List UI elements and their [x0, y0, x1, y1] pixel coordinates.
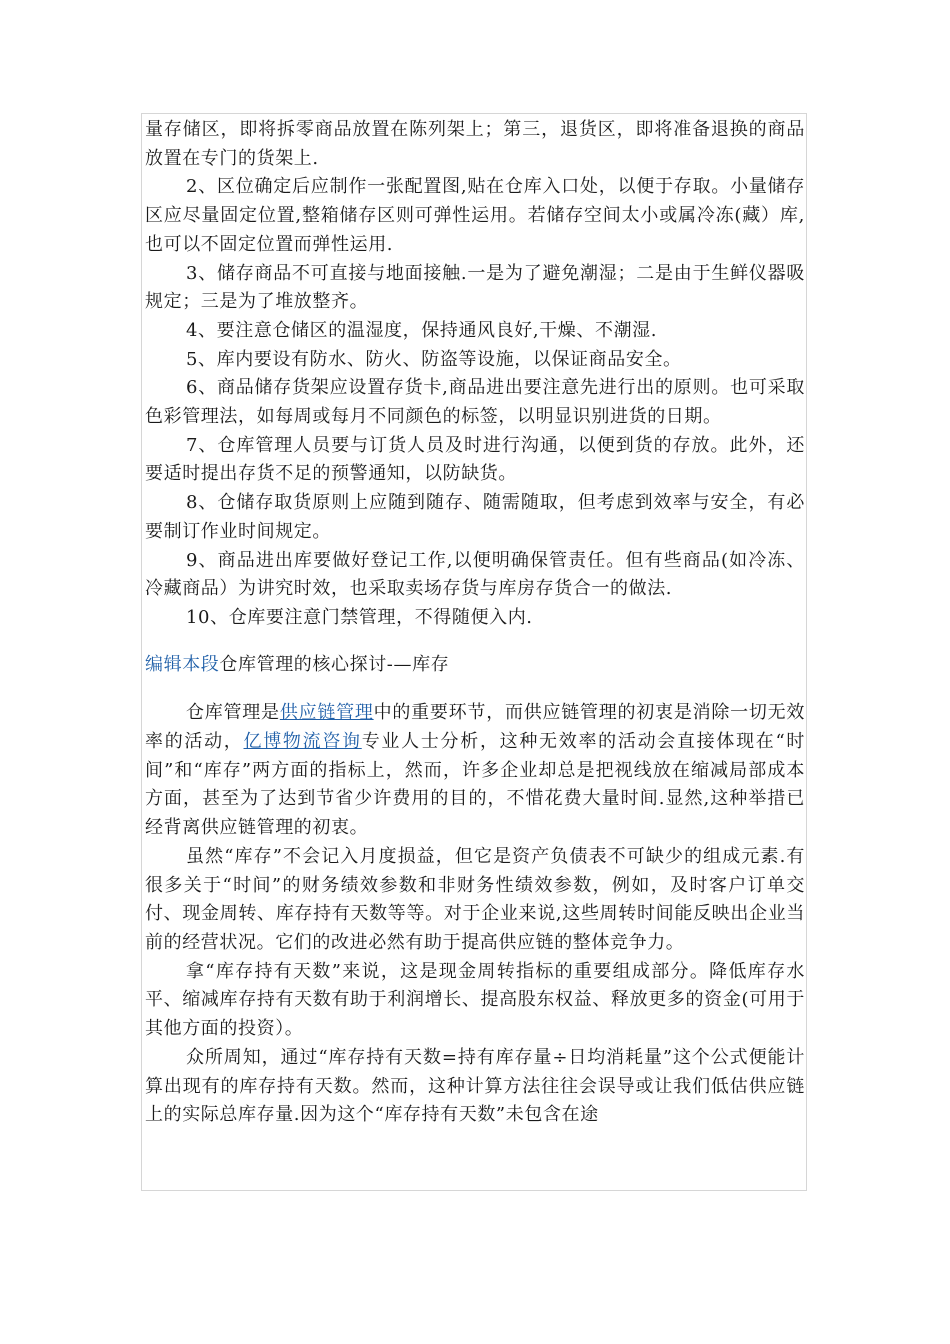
spacer — [145, 679, 805, 699]
section-title: 仓库管理的核心探讨-—库存 — [219, 653, 450, 675]
paragraph-inventory-balance: 虽然“库存”不会记入月度损益，但它是资产负债表不可缺少的组成元素.有很多关于“时间”的财务绩效参数和非财务性绩效参数，例如，及时客户订单交付、现金周转、库存持有天数等等。对于企业来说,这些周转时间能反映出企业当前的经营状况。它们的改进必然有助于提高供应链的整体竞争力。 — [145, 845, 805, 953]
supply-chain-link[interactable]: 供应链管理 — [279, 702, 374, 724]
paragraph-item-4: 4、要注意仓储区的温湿度，保持通风良好,干燥、不潮湿. — [186, 319, 658, 341]
paragraph-item-10: 10、仓库要注意门禁管理，不得随便入内. — [186, 606, 533, 628]
section-heading — [145, 651, 805, 680]
edit-section-link[interactable]: 编辑本段 — [145, 653, 220, 675]
paragraph-inventory-days: 拿“库存持有天数”来说，这是现金周转指标的重要组成部分。降低库存水平、缩减库存持有天数有助于利润增长、提高股东权益、释放更多的资金(可用于其他方面的投资）。 — [145, 960, 805, 1040]
paragraph-item-5: 5、库内要设有防水、防火、防盗等设施，以保证商品安全。 — [186, 348, 682, 370]
paragraph-text: 仓库管理是 — [186, 702, 280, 724]
document-frame — [141, 113, 807, 1191]
paragraph-formula: 众所周知，通过“库存持有天数=持有库存量÷日均消耗量”这个公式便能计算出现有的库存持有天数。然而，这种计算方法往往会误导或让我们低估供应链上的实际总库存量.因为这个“库存持有天数”未包含在途 — [145, 1046, 805, 1126]
spacer — [145, 633, 805, 651]
paragraph-item-3: 3、储存商品不可直接与地面接触.一是为了避免潮湿；二是由于生鲜仪器吸规定；三是为了堆放整齐。 — [145, 262, 805, 313]
paragraph-item-9: 9、商品进出库要做好登记工作,以便明确保管责任。但有些商品(如冷冻、冷藏商品）为讲究时效，也采取卖场存货与库房存货合一的做法. — [145, 549, 805, 600]
paragraph-item-8: 8、仓储存取货原则上应随到随存、随需随取，但考虑到效率与安全，有必要制订作业时间规定。 — [145, 492, 805, 542]
paragraph-text: 中的重要环节，而供应链管理的初衷是消除一切无效率的活动， — [145, 702, 805, 753]
logistics-consulting-link[interactable]: 亿博物流咨询 — [243, 731, 362, 753]
paragraph-text: 专业人士分析，这种无效率的活动会直接体现在“时间”和“库存”两方面的指标上，然而，许多企业却总是把视线放在缩减局部成本方面，甚至为了达到节省少许费用的目的，不惜花费大量时间.显然,这种举措已经背离供应链管理的初衷。 — [145, 731, 805, 839]
paragraph-item-6: 6、商品储存货架应设置存货卡,商品进出要注意先进行出的原则。也可采取色彩管理法，如每周或每月不同颜色的标签，以明显识别进货的日期。 — [145, 377, 805, 428]
paragraph-warehouse-management — [145, 699, 805, 843]
paragraph-item-7: 7、仓库管理人员要与订货人员及时进行沟通，以便到货的存放。此外，还要适时提出存货不足的预警通知，以防缺货。 — [145, 434, 805, 485]
document-content — [145, 116, 805, 1130]
paragraph-storage-areas: 量存储区，即将拆零商品放置在陈列架上；第三，退货区，即将准备退换的商品放置在专门的货架上. — [145, 119, 805, 169]
paragraph-item-2: 2、区位确定后应制作一张配置图,贴在仓库入口处，以便于存取。小量储存区应尽量固定位置,整箱储存区则可弹性运用。若储存空间太小或属冷冻(藏）库,也可以不固定位置而弹性运用. — [145, 176, 805, 255]
